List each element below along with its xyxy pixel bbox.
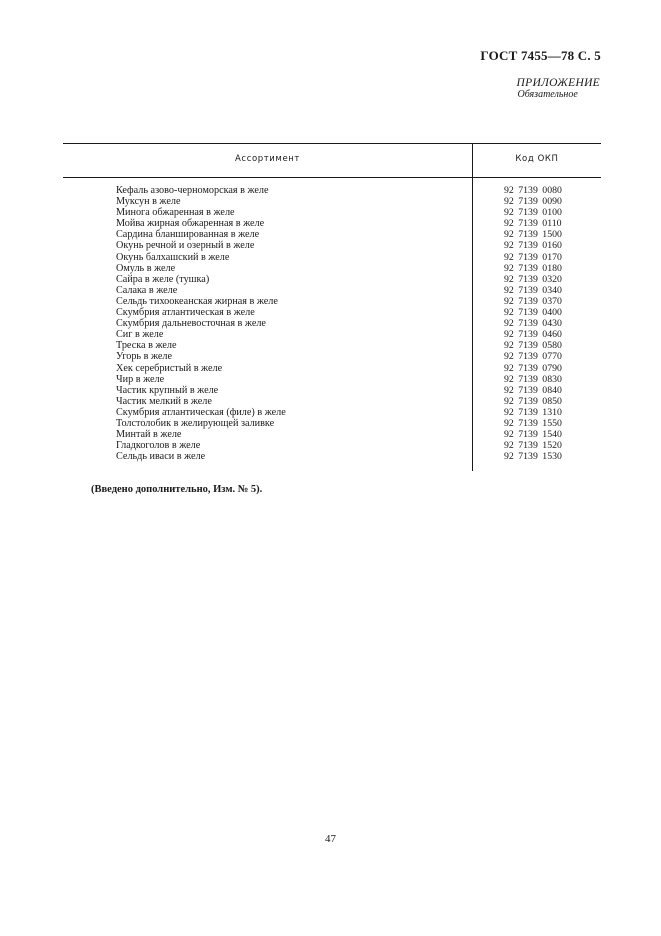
okp-code: 92 7139 0850: [504, 395, 562, 407]
product-name: Угорь в желе: [116, 351, 173, 363]
okp-code: 92 7139 0160: [504, 240, 562, 252]
table-row: [116, 451, 601, 462]
product-name: Салака в желе: [116, 284, 178, 296]
table-row: [116, 229, 601, 240]
okp-code: 92 7139 0580: [504, 340, 562, 352]
product-name: Хек серебристый в желе: [116, 362, 223, 374]
product-name: Частик крупный в желе: [116, 384, 219, 396]
okp-code: 92 7139 0460: [504, 329, 562, 341]
okp-code: 92 7139 0180: [504, 262, 562, 274]
product-name: Скумбрия атлантическая (филе) в желе: [116, 406, 286, 418]
appendix-label: [517, 77, 600, 101]
okp-code: 92 7139 0170: [504, 251, 562, 263]
product-name: Сардина бланшированная в желе: [116, 229, 260, 241]
product-name: Минтай в желе: [116, 429, 182, 441]
product-name: Сиг в желе: [116, 329, 164, 341]
product-name: Мойва жирная обжаренная в желе: [116, 218, 265, 230]
table-row: [116, 274, 601, 285]
appendix-title: ПРИЛОЖЕНИЕ: [516, 77, 600, 89]
okp-code: 92 7139 0400: [504, 307, 562, 319]
okp-code: 92 7139 0080: [504, 185, 562, 196]
okp-code: 92 7139 1550: [504, 417, 562, 429]
assortment-table: [63, 143, 601, 471]
table-row: [116, 252, 601, 263]
product-name: Сельдь иваси в желе: [116, 451, 206, 463]
table-row: [116, 318, 601, 329]
column-header-okp-code: Код ОКП: [515, 154, 559, 164]
product-name: Треска в желе: [116, 340, 177, 352]
table-row: [116, 240, 601, 251]
okp-code: 92 7139 0110: [504, 218, 562, 230]
okp-code: 92 7139 0790: [504, 362, 562, 374]
product-name: Гладкоголов в желе: [116, 440, 201, 452]
table-row: [116, 396, 601, 407]
table-row: [116, 185, 601, 196]
table-header-rule: [63, 177, 601, 178]
product-name: Скумбрия атлантическая в желе: [116, 307, 255, 319]
okp-code: 92 7139 0340: [504, 284, 562, 296]
table-row: [116, 207, 601, 218]
product-name: Омуль в желе: [116, 262, 176, 274]
standard-reference: ГОСТ 7455—78 С. 5: [480, 48, 601, 63]
page-number: 47: [325, 833, 336, 845]
okp-code: 92 7139 0100: [504, 207, 562, 219]
okp-code: 92 7139 0770: [504, 351, 562, 363]
okp-code: 92 7139 1520: [504, 440, 562, 452]
product-name: Скумбрия дальневосточная в желе: [116, 318, 266, 330]
table-row: [116, 418, 601, 429]
product-name: Толстолобик в желирующей заливке: [116, 417, 275, 429]
okp-code: 92 7139 1530: [504, 451, 562, 463]
table-row: [116, 296, 601, 307]
okp-code: 92 7139 0320: [504, 273, 562, 285]
table-row: [116, 196, 601, 207]
okp-code: 92 7139 1500: [504, 229, 562, 241]
table-row: [116, 285, 601, 296]
table-row: [116, 363, 601, 374]
product-name: Частик мелкий в желе: [116, 395, 212, 407]
product-name: Кефаль азово-черноморская в желе: [116, 185, 269, 196]
okp-code: 92 7139 0370: [504, 295, 562, 307]
product-name: Окунь балхашский в желе: [116, 251, 230, 263]
okp-code: 92 7139 0840: [504, 384, 562, 396]
table-row: [116, 385, 601, 396]
product-name: Сельдь тихоокеанская жирная в желе: [116, 295, 278, 307]
product-name: Окунь речной и озерный в желе: [116, 240, 255, 252]
table-row: [116, 351, 601, 362]
table-body: [116, 185, 601, 462]
product-name: Минога обжаренная в желе: [116, 207, 235, 219]
table-row: [116, 307, 601, 318]
okp-code: 92 7139 0430: [504, 318, 562, 330]
table-row: [116, 263, 601, 274]
product-name: Муксун в желе: [116, 196, 181, 208]
appendix-subtitle: Обязательное: [517, 89, 578, 100]
table-row: [116, 340, 601, 351]
table-row: [116, 440, 601, 451]
table-row: [116, 374, 601, 385]
table-row: [116, 218, 601, 229]
table-row: [116, 407, 601, 418]
product-name: Чир в желе: [116, 373, 165, 385]
column-header-assortment: Ассортимент: [235, 154, 300, 164]
okp-code: 92 7139 1540: [504, 429, 562, 441]
okp-code: 92 7139 0090: [504, 196, 562, 208]
okp-code: 92 7139 1310: [504, 406, 562, 418]
table-row: [116, 429, 601, 440]
table-top-rule: [63, 143, 601, 144]
amendment-note: (Введено дополнительно, Изм. № 5).: [91, 484, 263, 495]
okp-code: 92 7139 0830: [504, 373, 562, 385]
table-row: [116, 329, 601, 340]
product-name: Сайра в желе (тушка): [116, 273, 210, 285]
